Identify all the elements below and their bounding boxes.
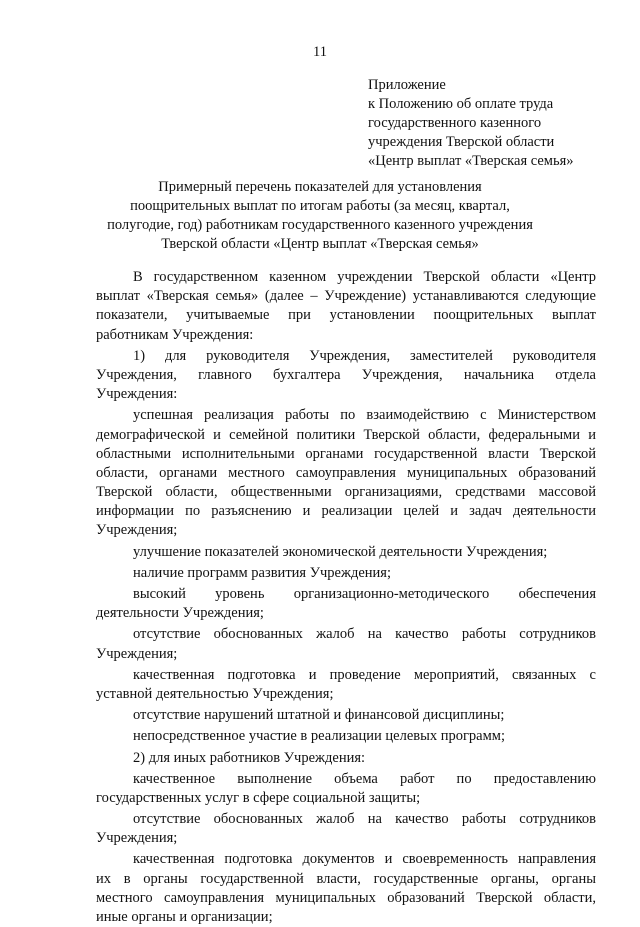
body-line: Тверской области, общественными организациями, средствами массовой xyxy=(96,484,596,501)
body-text xyxy=(96,268,596,927)
body-line: области, органами местного самоуправления муниципальных образований xyxy=(96,464,596,481)
body-line: показатели, учитываемые при установлении поощрительных выплат xyxy=(96,307,596,324)
body-line: местного самоуправления муниципальных образований Тверской области, xyxy=(96,889,596,906)
body-line: иные органы и организации; xyxy=(96,909,273,925)
document-title xyxy=(0,178,640,254)
body-line: их в органы государственной власти, государственные органы, органы xyxy=(96,870,596,887)
appendix-header xyxy=(368,76,574,171)
body-line: Учреждения; xyxy=(96,645,178,662)
body-line: отсутствие нарушений штатной и финансовой дисциплины; xyxy=(133,707,505,724)
title-line: поощрительных выплат по итогам работы (за месяц, квартал, xyxy=(130,198,510,214)
body-line: качественная подготовка документов и своевременность направления xyxy=(133,851,596,868)
body-line: выплат «Тверская семья» (далее – Учреждение) устанавливаются следующие xyxy=(96,288,596,305)
body-line: работникам Учреждения: xyxy=(96,326,254,343)
body-line: Учреждения; xyxy=(96,522,178,539)
body-line: отсутствие обоснованных жалоб на качество работы сотрудников xyxy=(133,811,596,828)
body-line: государственных услуг в сфере социальной защиты; xyxy=(96,789,421,806)
body-line: качественная подготовка и проведение мероприятий, связанных с xyxy=(133,666,596,683)
body-line: качественное выполнение объема работ по предоставлению xyxy=(133,770,596,787)
title-line: полугодие, год) работникам государственного казенного учреждения xyxy=(107,217,533,233)
body-line: Учреждения, главного бухгалтера Учреждения, начальника отдела xyxy=(96,366,596,383)
appendix-line: Приложение xyxy=(368,77,446,93)
title-line: Тверской области «Центр выплат «Тверская семья» xyxy=(161,236,479,252)
body-line: информации по разъяснению и реализации целей и задач деятельности xyxy=(96,503,596,520)
appendix-line: к Положению об оплате труда xyxy=(368,96,554,112)
appendix-line: «Центр выплат «Тверская семья» xyxy=(368,153,574,169)
appendix-line: учреждения Тверской области xyxy=(368,134,555,150)
body-line: Учреждения: xyxy=(96,386,178,403)
body-line: В государственном казенном учреждении Тверской области «Центр xyxy=(133,269,596,285)
appendix-line: государственного казенного xyxy=(368,115,542,131)
body-line: успешная реализация работы по взаимодействию с Министерством xyxy=(133,407,596,424)
body-line: 2) для иных работников Учреждения: xyxy=(133,749,366,766)
body-line: уставной деятельностью Учреждения; xyxy=(96,685,334,702)
body-line: непосредственное участие в реализации целевых программ; xyxy=(133,728,505,745)
body-line: улучшение показателей экономической деятельности Учреждения; xyxy=(133,543,548,560)
title-line: Примерный перечень показателей для установления xyxy=(158,179,482,195)
body-line: Учреждения; xyxy=(96,830,178,847)
body-line: высокий уровень организационно-методического обеспечения xyxy=(133,586,596,602)
page-number: 11 xyxy=(313,44,327,60)
body-line: деятельности Учреждения; xyxy=(96,605,264,622)
body-line: наличие программ развития Учреждения; xyxy=(133,564,392,581)
body-line: отсутствие обоснованных жалоб на качество работы сотрудников xyxy=(133,626,596,643)
body-line: демографической и семейной политики Тверской области, федеральными и xyxy=(96,426,596,443)
body-line: 1) для руководителя Учреждения, заместителей руководителя xyxy=(133,347,596,364)
body-line: областными исполнительными органами государственной власти Тверской xyxy=(96,445,596,462)
